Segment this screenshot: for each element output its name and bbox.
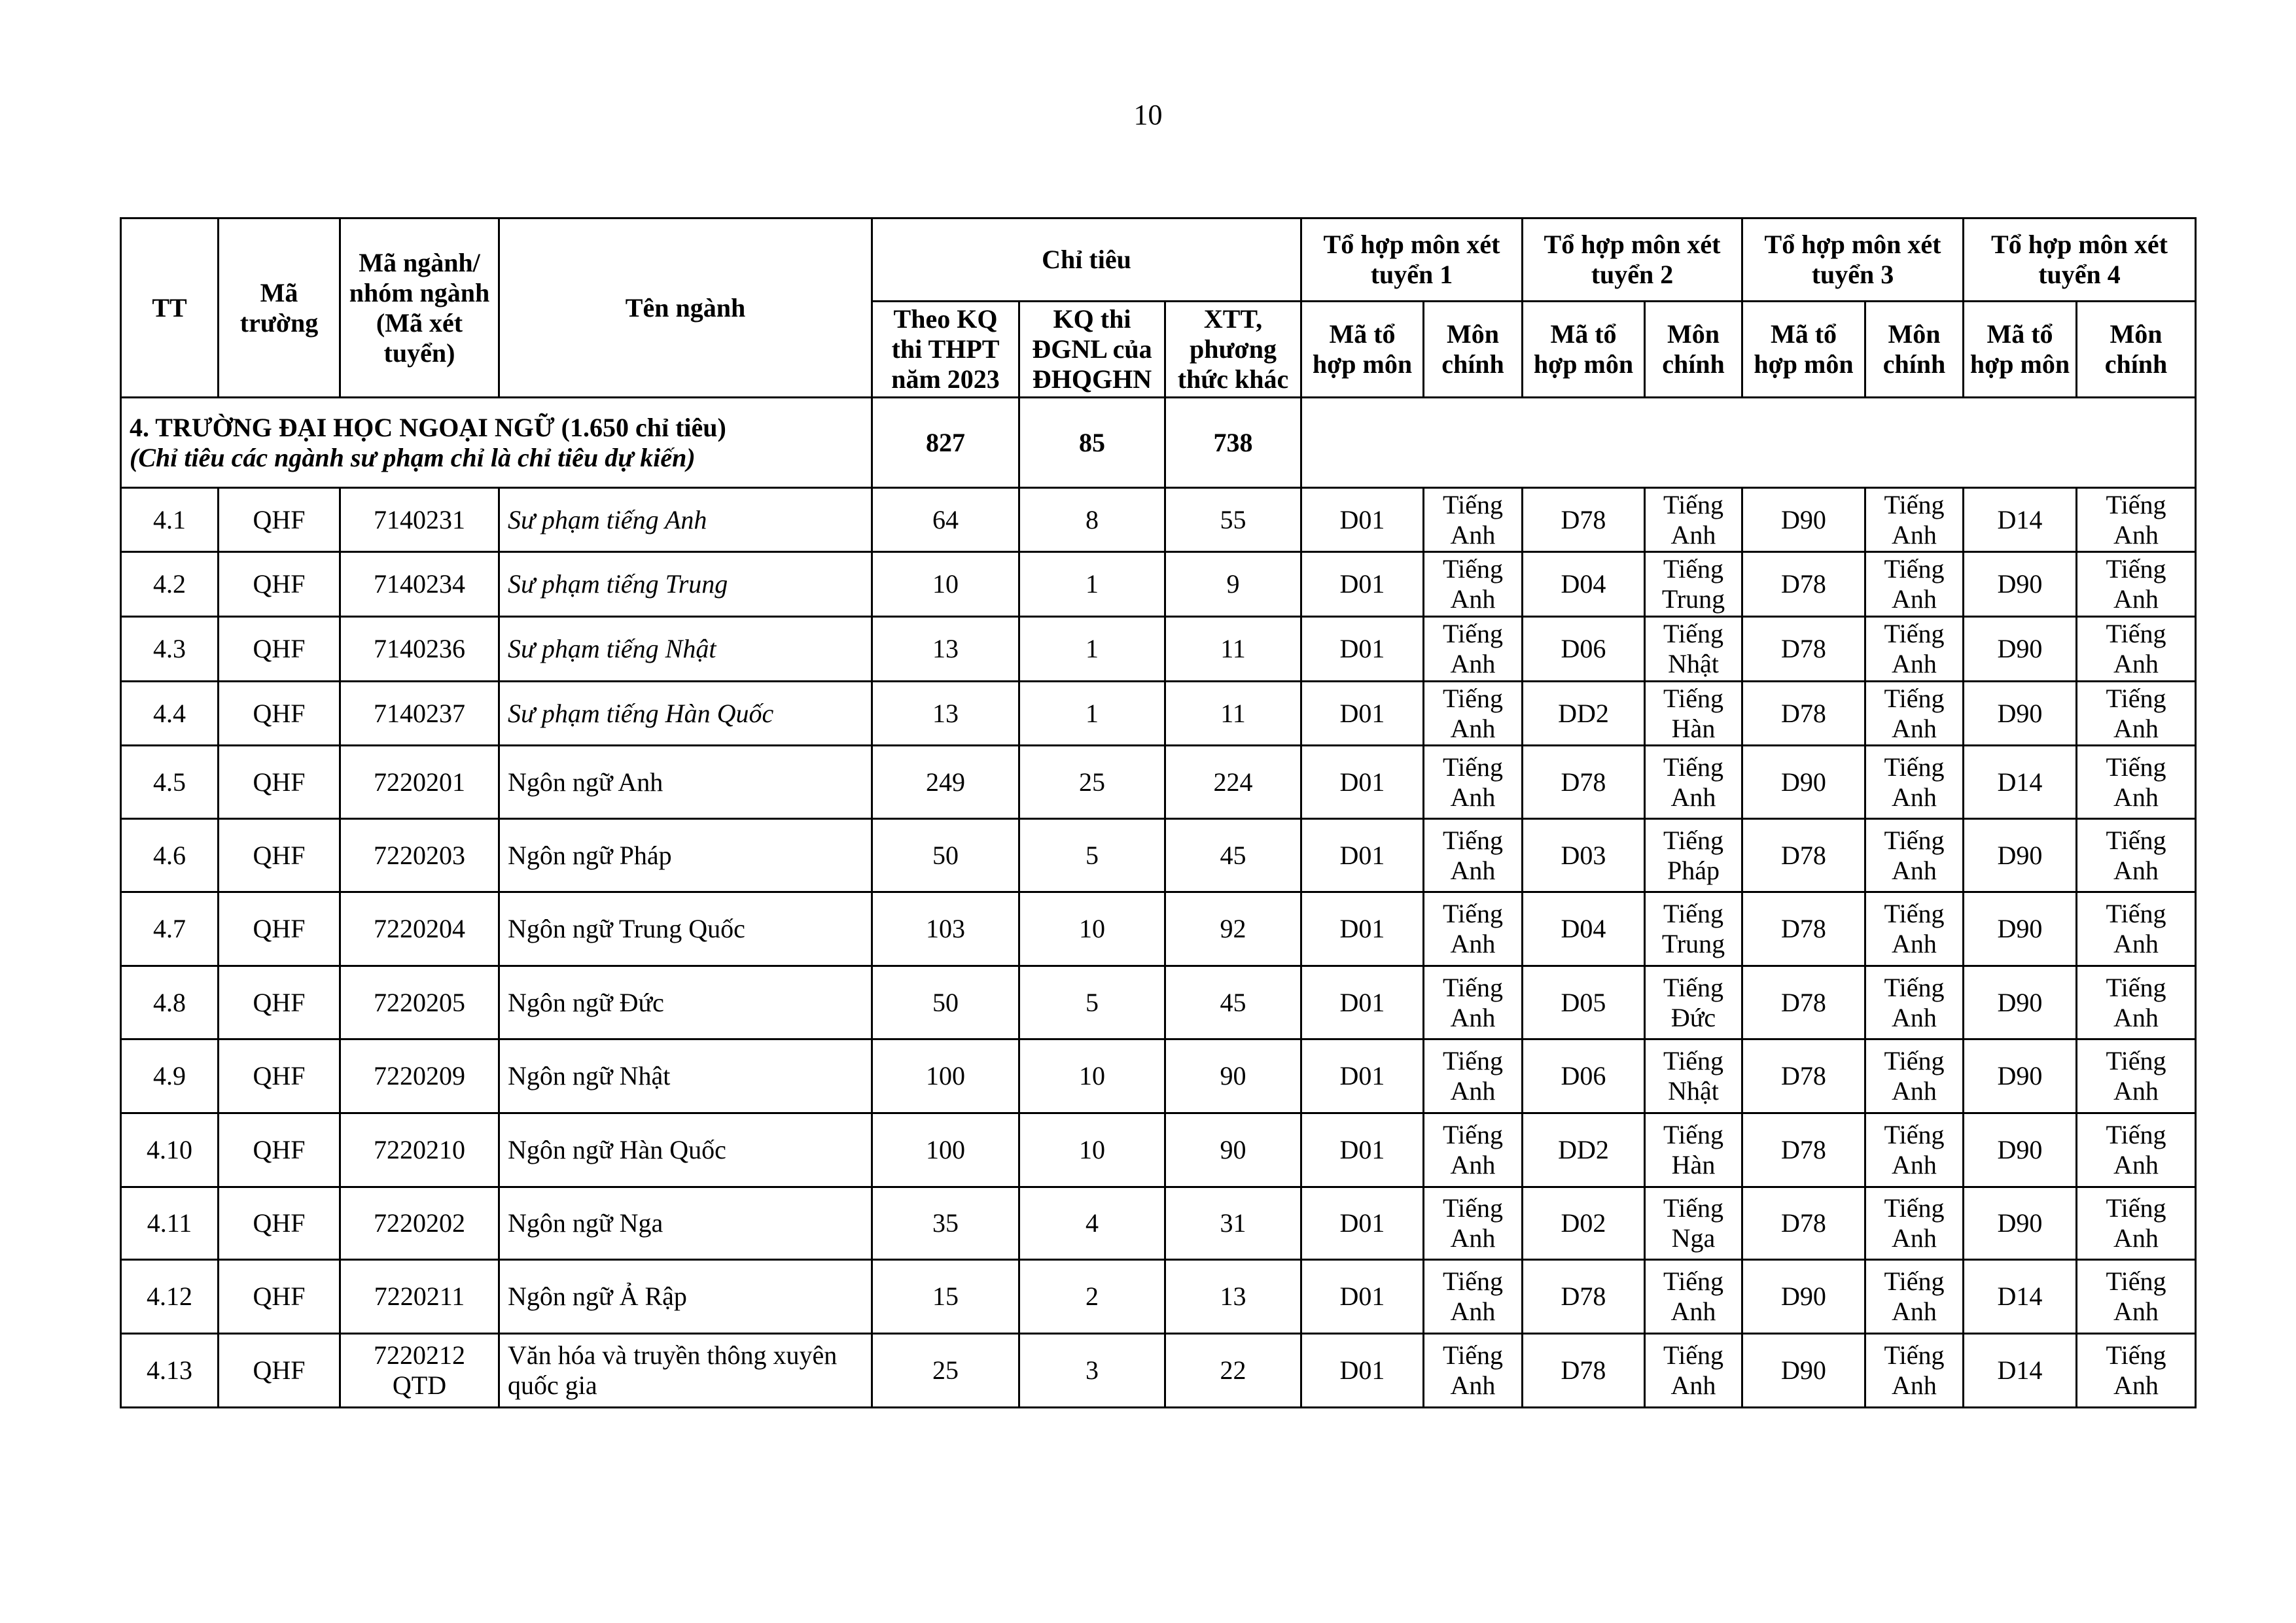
row-ma-nganh: 7220211 [340, 1260, 499, 1334]
row-ten-nganh: Sư phạm tiếng Anh [499, 488, 872, 552]
row-to-hop-2-mon-chinh: Tiếng Đức [1645, 966, 1742, 1039]
row-to-hop-3-ma: D90 [1742, 1334, 1865, 1408]
section-row [121, 398, 2196, 488]
row-to-hop-1-ma: D01 [1301, 1113, 1424, 1187]
row-to-hop-1-ma: D01 [1301, 819, 1424, 892]
row-chi-tieu-thpt: 64 [872, 488, 1019, 552]
admissions-quota-table [120, 217, 2197, 1408]
row-to-hop-4-ma: D90 [1964, 1039, 2077, 1113]
header-to-hop-4: Tổ hợp môn xét tuyển 4 [1964, 218, 2196, 302]
row-to-hop-4-mon-chinh: Tiếng Anh [2077, 1039, 2196, 1113]
header-ma-to-hop-4: Mã tổ hợp môn [1964, 302, 2077, 398]
row-to-hop-3-mon-chinh: Tiếng Anh [1865, 1187, 1964, 1260]
row-to-hop-4-mon-chinh: Tiếng Anh [2077, 892, 2196, 966]
row-chi-tieu-dgnl: 8 [1019, 488, 1165, 552]
row-chi-tieu-dgnl: 1 [1019, 617, 1165, 682]
section-note: (Chỉ tiêu các ngành sư phạm chỉ là chỉ tiêu dự kiến) [130, 442, 696, 472]
row-to-hop-4-ma: D90 [1964, 1113, 2077, 1187]
row-ten-nganh: Ngôn ngữ Ả Rập [499, 1260, 872, 1334]
row-to-hop-1-ma: D01 [1301, 1039, 1424, 1113]
row-to-hop-3-mon-chinh: Tiếng Anh [1865, 1260, 1964, 1334]
row-tt: 4.7 [121, 892, 219, 966]
row-to-hop-4-mon-chinh: Tiếng Anh [2077, 1187, 2196, 1260]
row-to-hop-3-ma: D90 [1742, 1260, 1865, 1334]
row-tt: 4.11 [121, 1187, 219, 1260]
row-to-hop-3-mon-chinh: Tiếng Anh [1865, 1334, 1964, 1408]
row-chi-tieu-thpt: 50 [872, 966, 1019, 1039]
row-to-hop-2-ma: D78 [1523, 488, 1645, 552]
header-mon-chinh-3: Môn chính [1865, 302, 1964, 398]
table-row [121, 617, 2196, 682]
row-to-hop-1-mon-chinh: Tiếng Anh [1424, 1334, 1523, 1408]
row-to-hop-3-mon-chinh: Tiếng Anh [1865, 488, 1964, 552]
table-row [121, 746, 2196, 819]
header-mon-chinh-1: Môn chính [1424, 302, 1523, 398]
header-mon-chinh-4: Môn chính [2077, 302, 2196, 398]
row-tt: 4.1 [121, 488, 219, 552]
row-to-hop-2-ma: D78 [1523, 1260, 1645, 1334]
row-to-hop-2-mon-chinh: Tiếng Anh [1645, 1334, 1742, 1408]
row-to-hop-4-mon-chinh: Tiếng Anh [2077, 819, 2196, 892]
row-tt: 4.10 [121, 1113, 219, 1187]
row-ma-nganh: 7140231 [340, 488, 499, 552]
row-to-hop-3-ma: D78 [1742, 1039, 1865, 1113]
row-to-hop-1-ma: D01 [1301, 552, 1424, 617]
row-tt: 4.2 [121, 552, 219, 617]
row-chi-tieu-xtt: 45 [1165, 966, 1301, 1039]
row-to-hop-1-mon-chinh: Tiếng Anh [1424, 1039, 1523, 1113]
row-ma-nganh: 7140236 [340, 617, 499, 682]
row-to-hop-2-mon-chinh: Tiếng Pháp [1645, 819, 1742, 892]
row-to-hop-1-mon-chinh: Tiếng Anh [1424, 1260, 1523, 1334]
row-chi-tieu-thpt: 13 [872, 617, 1019, 682]
row-to-hop-1-ma: D01 [1301, 1334, 1424, 1408]
row-ma-truong: QHF [219, 1113, 340, 1187]
row-tt: 4.13 [121, 1334, 219, 1408]
table-row [121, 488, 2196, 552]
page-number: 10 [1133, 99, 1163, 131]
row-to-hop-1-ma: D01 [1301, 746, 1424, 819]
header-mon-chinh-2: Môn chính [1645, 302, 1742, 398]
row-to-hop-4-ma: D90 [1964, 617, 2077, 682]
row-chi-tieu-thpt: 13 [872, 682, 1019, 746]
row-to-hop-4-mon-chinh: Tiếng Anh [2077, 488, 2196, 552]
row-chi-tieu-xtt: 45 [1165, 819, 1301, 892]
row-to-hop-3-mon-chinh: Tiếng Anh [1865, 819, 1964, 892]
row-ma-nganh: 7220202 [340, 1187, 499, 1260]
row-ma-truong: QHF [219, 966, 340, 1039]
header-tt: TT [121, 218, 219, 398]
row-to-hop-1-mon-chinh: Tiếng Anh [1424, 966, 1523, 1039]
row-ma-nganh: 7220205 [340, 966, 499, 1039]
row-tt: 4.9 [121, 1039, 219, 1113]
row-chi-tieu-dgnl: 10 [1019, 1113, 1165, 1187]
row-chi-tieu-dgnl: 1 [1019, 552, 1165, 617]
row-chi-tieu-thpt: 103 [872, 892, 1019, 966]
row-chi-tieu-xtt: 11 [1165, 617, 1301, 682]
row-to-hop-2-ma: D03 [1523, 819, 1645, 892]
row-to-hop-2-ma: D02 [1523, 1187, 1645, 1260]
row-tt: 4.8 [121, 966, 219, 1039]
row-to-hop-3-ma: D78 [1742, 966, 1865, 1039]
row-tt: 4.6 [121, 819, 219, 892]
row-to-hop-2-ma: DD2 [1523, 1113, 1645, 1187]
row-to-hop-2-ma: DD2 [1523, 682, 1645, 746]
row-chi-tieu-thpt: 10 [872, 552, 1019, 617]
row-chi-tieu-dgnl: 10 [1019, 1039, 1165, 1113]
row-to-hop-4-mon-chinh: Tiếng Anh [2077, 552, 2196, 617]
row-chi-tieu-xtt: 92 [1165, 892, 1301, 966]
row-chi-tieu-dgnl: 1 [1019, 682, 1165, 746]
row-to-hop-2-ma: D05 [1523, 966, 1645, 1039]
header-ma-truong: Mã trường [219, 218, 340, 398]
row-to-hop-1-mon-chinh: Tiếng Anh [1424, 488, 1523, 552]
row-to-hop-2-mon-chinh: Tiếng Hàn [1645, 682, 1742, 746]
row-ma-nganh: 7220204 [340, 892, 499, 966]
row-ma-truong: QHF [219, 682, 340, 746]
row-ma-truong: QHF [219, 488, 340, 552]
row-ten-nganh: Ngôn ngữ Nhật [499, 1039, 872, 1113]
row-ma-truong: QHF [219, 746, 340, 819]
row-to-hop-2-ma: D78 [1523, 746, 1645, 819]
row-ten-nganh: Ngôn ngữ Anh [499, 746, 872, 819]
row-to-hop-4-ma: D90 [1964, 1187, 2077, 1260]
row-chi-tieu-thpt: 100 [872, 1039, 1019, 1113]
row-to-hop-2-mon-chinh: Tiếng Trung [1645, 552, 1742, 617]
row-to-hop-1-ma: D01 [1301, 966, 1424, 1039]
row-to-hop-1-mon-chinh: Tiếng Anh [1424, 892, 1523, 966]
table-row [121, 966, 2196, 1039]
row-tt: 4.4 [121, 682, 219, 746]
row-tt: 4.12 [121, 1260, 219, 1334]
row-to-hop-3-ma: D78 [1742, 552, 1865, 617]
table-row [121, 1334, 2196, 1408]
row-to-hop-3-ma: D78 [1742, 819, 1865, 892]
header-ma-to-hop-2: Mã tổ hợp môn [1523, 302, 1645, 398]
table-row [121, 1039, 2196, 1113]
row-to-hop-2-mon-chinh: Tiếng Anh [1645, 488, 1742, 552]
row-chi-tieu-dgnl: 25 [1019, 746, 1165, 819]
row-ma-nganh: 7220210 [340, 1113, 499, 1187]
row-to-hop-1-ma: D01 [1301, 617, 1424, 682]
row-to-hop-2-ma: D04 [1523, 892, 1645, 966]
row-ten-nganh: Văn hóa và truyền thông xuyên quốc gia [499, 1334, 872, 1408]
row-to-hop-4-ma: D90 [1964, 552, 2077, 617]
row-to-hop-2-mon-chinh: Tiếng Anh [1645, 746, 1742, 819]
row-to-hop-3-ma: D78 [1742, 892, 1865, 966]
row-to-hop-2-ma: D06 [1523, 617, 1645, 682]
section-total-dgnl: 85 [1019, 398, 1165, 488]
row-to-hop-4-ma: D90 [1964, 819, 2077, 892]
row-to-hop-4-ma: D14 [1964, 1260, 2077, 1334]
row-to-hop-3-ma: D78 [1742, 617, 1865, 682]
row-ma-nganh: 7140234 [340, 552, 499, 617]
row-to-hop-3-ma: D90 [1742, 488, 1865, 552]
row-to-hop-4-ma: D14 [1964, 488, 2077, 552]
row-to-hop-1-mon-chinh: Tiếng Anh [1424, 746, 1523, 819]
row-to-hop-4-mon-chinh: Tiếng Anh [2077, 682, 2196, 746]
header-to-hop-3: Tổ hợp môn xét tuyển 3 [1742, 218, 1964, 302]
section-total-thpt: 827 [872, 398, 1019, 488]
row-ma-nganh: 7140237 [340, 682, 499, 746]
row-to-hop-1-mon-chinh: Tiếng Anh [1424, 682, 1523, 746]
table-row [121, 1260, 2196, 1334]
row-to-hop-4-mon-chinh: Tiếng Anh [2077, 1260, 2196, 1334]
row-to-hop-1-mon-chinh: Tiếng Anh [1424, 819, 1523, 892]
row-to-hop-2-mon-chinh: Tiếng Anh [1645, 1260, 1742, 1334]
row-chi-tieu-thpt: 50 [872, 819, 1019, 892]
row-chi-tieu-xtt: 90 [1165, 1039, 1301, 1113]
header-ten-nganh: Tên ngành [499, 218, 872, 398]
row-to-hop-3-mon-chinh: Tiếng Anh [1865, 617, 1964, 682]
row-to-hop-1-ma: D01 [1301, 892, 1424, 966]
row-chi-tieu-thpt: 100 [872, 1113, 1019, 1187]
row-ten-nganh: Sư phạm tiếng Trung [499, 552, 872, 617]
row-to-hop-3-mon-chinh: Tiếng Anh [1865, 1113, 1964, 1187]
row-ten-nganh: Ngôn ngữ Hàn Quốc [499, 1113, 872, 1187]
row-ten-nganh: Ngôn ngữ Trung Quốc [499, 892, 872, 966]
row-ma-nganh: 7220212 QTD [340, 1334, 499, 1408]
row-to-hop-4-mon-chinh: Tiếng Anh [2077, 966, 2196, 1039]
table-row [121, 1187, 2196, 1260]
header-to-hop-2: Tổ hợp môn xét tuyển 2 [1523, 218, 1742, 302]
row-to-hop-1-ma: D01 [1301, 488, 1424, 552]
row-chi-tieu-dgnl: 5 [1019, 819, 1165, 892]
row-to-hop-1-mon-chinh: Tiếng Anh [1424, 1113, 1523, 1187]
row-chi-tieu-xtt: 55 [1165, 488, 1301, 552]
row-chi-tieu-thpt: 15 [872, 1260, 1019, 1334]
row-ma-nganh: 7220201 [340, 746, 499, 819]
row-to-hop-4-ma: D90 [1964, 682, 2077, 746]
row-ten-nganh: Ngôn ngữ Đức [499, 966, 872, 1039]
row-chi-tieu-dgnl: 5 [1019, 966, 1165, 1039]
header-to-hop-1: Tổ hợp môn xét tuyển 1 [1301, 218, 1523, 302]
row-to-hop-4-mon-chinh: Tiếng Anh [2077, 1113, 2196, 1187]
row-to-hop-3-mon-chinh: Tiếng Anh [1865, 892, 1964, 966]
row-chi-tieu-xtt: 13 [1165, 1260, 1301, 1334]
row-to-hop-2-ma: D78 [1523, 1334, 1645, 1408]
row-to-hop-3-mon-chinh: Tiếng Anh [1865, 552, 1964, 617]
row-to-hop-2-ma: D06 [1523, 1039, 1645, 1113]
row-ma-nganh: 7220209 [340, 1039, 499, 1113]
row-to-hop-1-ma: D01 [1301, 1187, 1424, 1260]
row-to-hop-2-mon-chinh: Tiếng Nga [1645, 1187, 1742, 1260]
header-xtt: XTT, phương thức khác [1165, 302, 1301, 398]
row-to-hop-3-mon-chinh: Tiếng Anh [1865, 966, 1964, 1039]
header-chi-tieu: Chỉ tiêu [872, 218, 1301, 302]
row-chi-tieu-dgnl: 3 [1019, 1334, 1165, 1408]
row-to-hop-1-mon-chinh: Tiếng Anh [1424, 1187, 1523, 1260]
row-to-hop-2-mon-chinh: Tiếng Trung [1645, 892, 1742, 966]
row-ten-nganh: Sư phạm tiếng Hàn Quốc [499, 682, 872, 746]
row-to-hop-3-ma: D78 [1742, 1187, 1865, 1260]
row-to-hop-4-mon-chinh: Tiếng Anh [2077, 617, 2196, 682]
row-to-hop-3-ma: D90 [1742, 746, 1865, 819]
row-ma-truong: QHF [219, 1039, 340, 1113]
row-chi-tieu-xtt: 224 [1165, 746, 1301, 819]
row-chi-tieu-xtt: 31 [1165, 1187, 1301, 1260]
row-chi-tieu-xtt: 22 [1165, 1334, 1301, 1408]
table-row [121, 819, 2196, 892]
row-to-hop-2-mon-chinh: Tiếng Hàn [1645, 1113, 1742, 1187]
row-to-hop-3-mon-chinh: Tiếng Anh [1865, 746, 1964, 819]
row-to-hop-2-mon-chinh: Tiếng Nhật [1645, 617, 1742, 682]
row-to-hop-2-mon-chinh: Tiếng Nhật [1645, 1039, 1742, 1113]
section-empty-cell [1301, 398, 2196, 488]
row-to-hop-4-ma: D14 [1964, 1334, 2077, 1408]
row-ma-nganh: 7220203 [340, 819, 499, 892]
row-ma-truong: QHF [219, 892, 340, 966]
row-chi-tieu-thpt: 249 [872, 746, 1019, 819]
header-ma-to-hop-3: Mã tổ hợp môn [1742, 302, 1865, 398]
row-to-hop-4-ma: D90 [1964, 892, 2077, 966]
row-to-hop-4-ma: D14 [1964, 746, 2077, 819]
section-total-xtt: 738 [1165, 398, 1301, 488]
row-to-hop-1-mon-chinh: Tiếng Anh [1424, 617, 1523, 682]
row-ten-nganh: Sư phạm tiếng Nhật [499, 617, 872, 682]
row-ma-truong: QHF [219, 552, 340, 617]
row-ma-truong: QHF [219, 1187, 340, 1260]
table-row [121, 892, 2196, 966]
row-to-hop-3-mon-chinh: Tiếng Anh [1865, 1039, 1964, 1113]
header-theo-kq-thpt: Theo KQ thi THPT năm 2023 [872, 302, 1019, 398]
row-to-hop-3-mon-chinh: Tiếng Anh [1865, 682, 1964, 746]
table-row [121, 552, 2196, 617]
row-chi-tieu-thpt: 35 [872, 1187, 1019, 1260]
row-tt: 4.5 [121, 746, 219, 819]
header-ma-nganh: Mã ngành/ nhóm ngành (Mã xét tuyển) [340, 218, 499, 398]
header-kq-dgnl: KQ thi ĐGNL của ĐHQGHN [1019, 302, 1165, 398]
row-to-hop-2-ma: D04 [1523, 552, 1645, 617]
row-ma-truong: QHF [219, 819, 340, 892]
row-to-hop-3-ma: D78 [1742, 1113, 1865, 1187]
row-chi-tieu-xtt: 11 [1165, 682, 1301, 746]
row-ma-truong: QHF [219, 1334, 340, 1408]
row-chi-tieu-dgnl: 2 [1019, 1260, 1165, 1334]
section-heading [121, 398, 872, 488]
row-ten-nganh: Ngôn ngữ Pháp [499, 819, 872, 892]
row-chi-tieu-dgnl: 10 [1019, 892, 1165, 966]
row-to-hop-3-ma: D78 [1742, 682, 1865, 746]
table-row [121, 682, 2196, 746]
row-to-hop-1-ma: D01 [1301, 1260, 1424, 1334]
row-to-hop-1-mon-chinh: Tiếng Anh [1424, 552, 1523, 617]
row-to-hop-4-mon-chinh: Tiếng Anh [2077, 1334, 2196, 1408]
header-ma-to-hop-1: Mã tổ hợp môn [1301, 302, 1424, 398]
row-chi-tieu-xtt: 9 [1165, 552, 1301, 617]
row-to-hop-4-ma: D90 [1964, 966, 2077, 1039]
table-row [121, 1113, 2196, 1187]
row-ma-truong: QHF [219, 1260, 340, 1334]
row-chi-tieu-thpt: 25 [872, 1334, 1019, 1408]
row-ma-truong: QHF [219, 617, 340, 682]
row-chi-tieu-dgnl: 4 [1019, 1187, 1165, 1260]
row-tt: 4.3 [121, 617, 219, 682]
row-to-hop-1-ma: D01 [1301, 682, 1424, 746]
row-to-hop-4-mon-chinh: Tiếng Anh [2077, 746, 2196, 819]
row-ten-nganh: Ngôn ngữ Nga [499, 1187, 872, 1260]
row-chi-tieu-xtt: 90 [1165, 1113, 1301, 1187]
section-title: 4. TRƯỜNG ĐẠI HỌC NGOẠI NGỮ (1.650 chỉ tiêu) [130, 412, 726, 442]
